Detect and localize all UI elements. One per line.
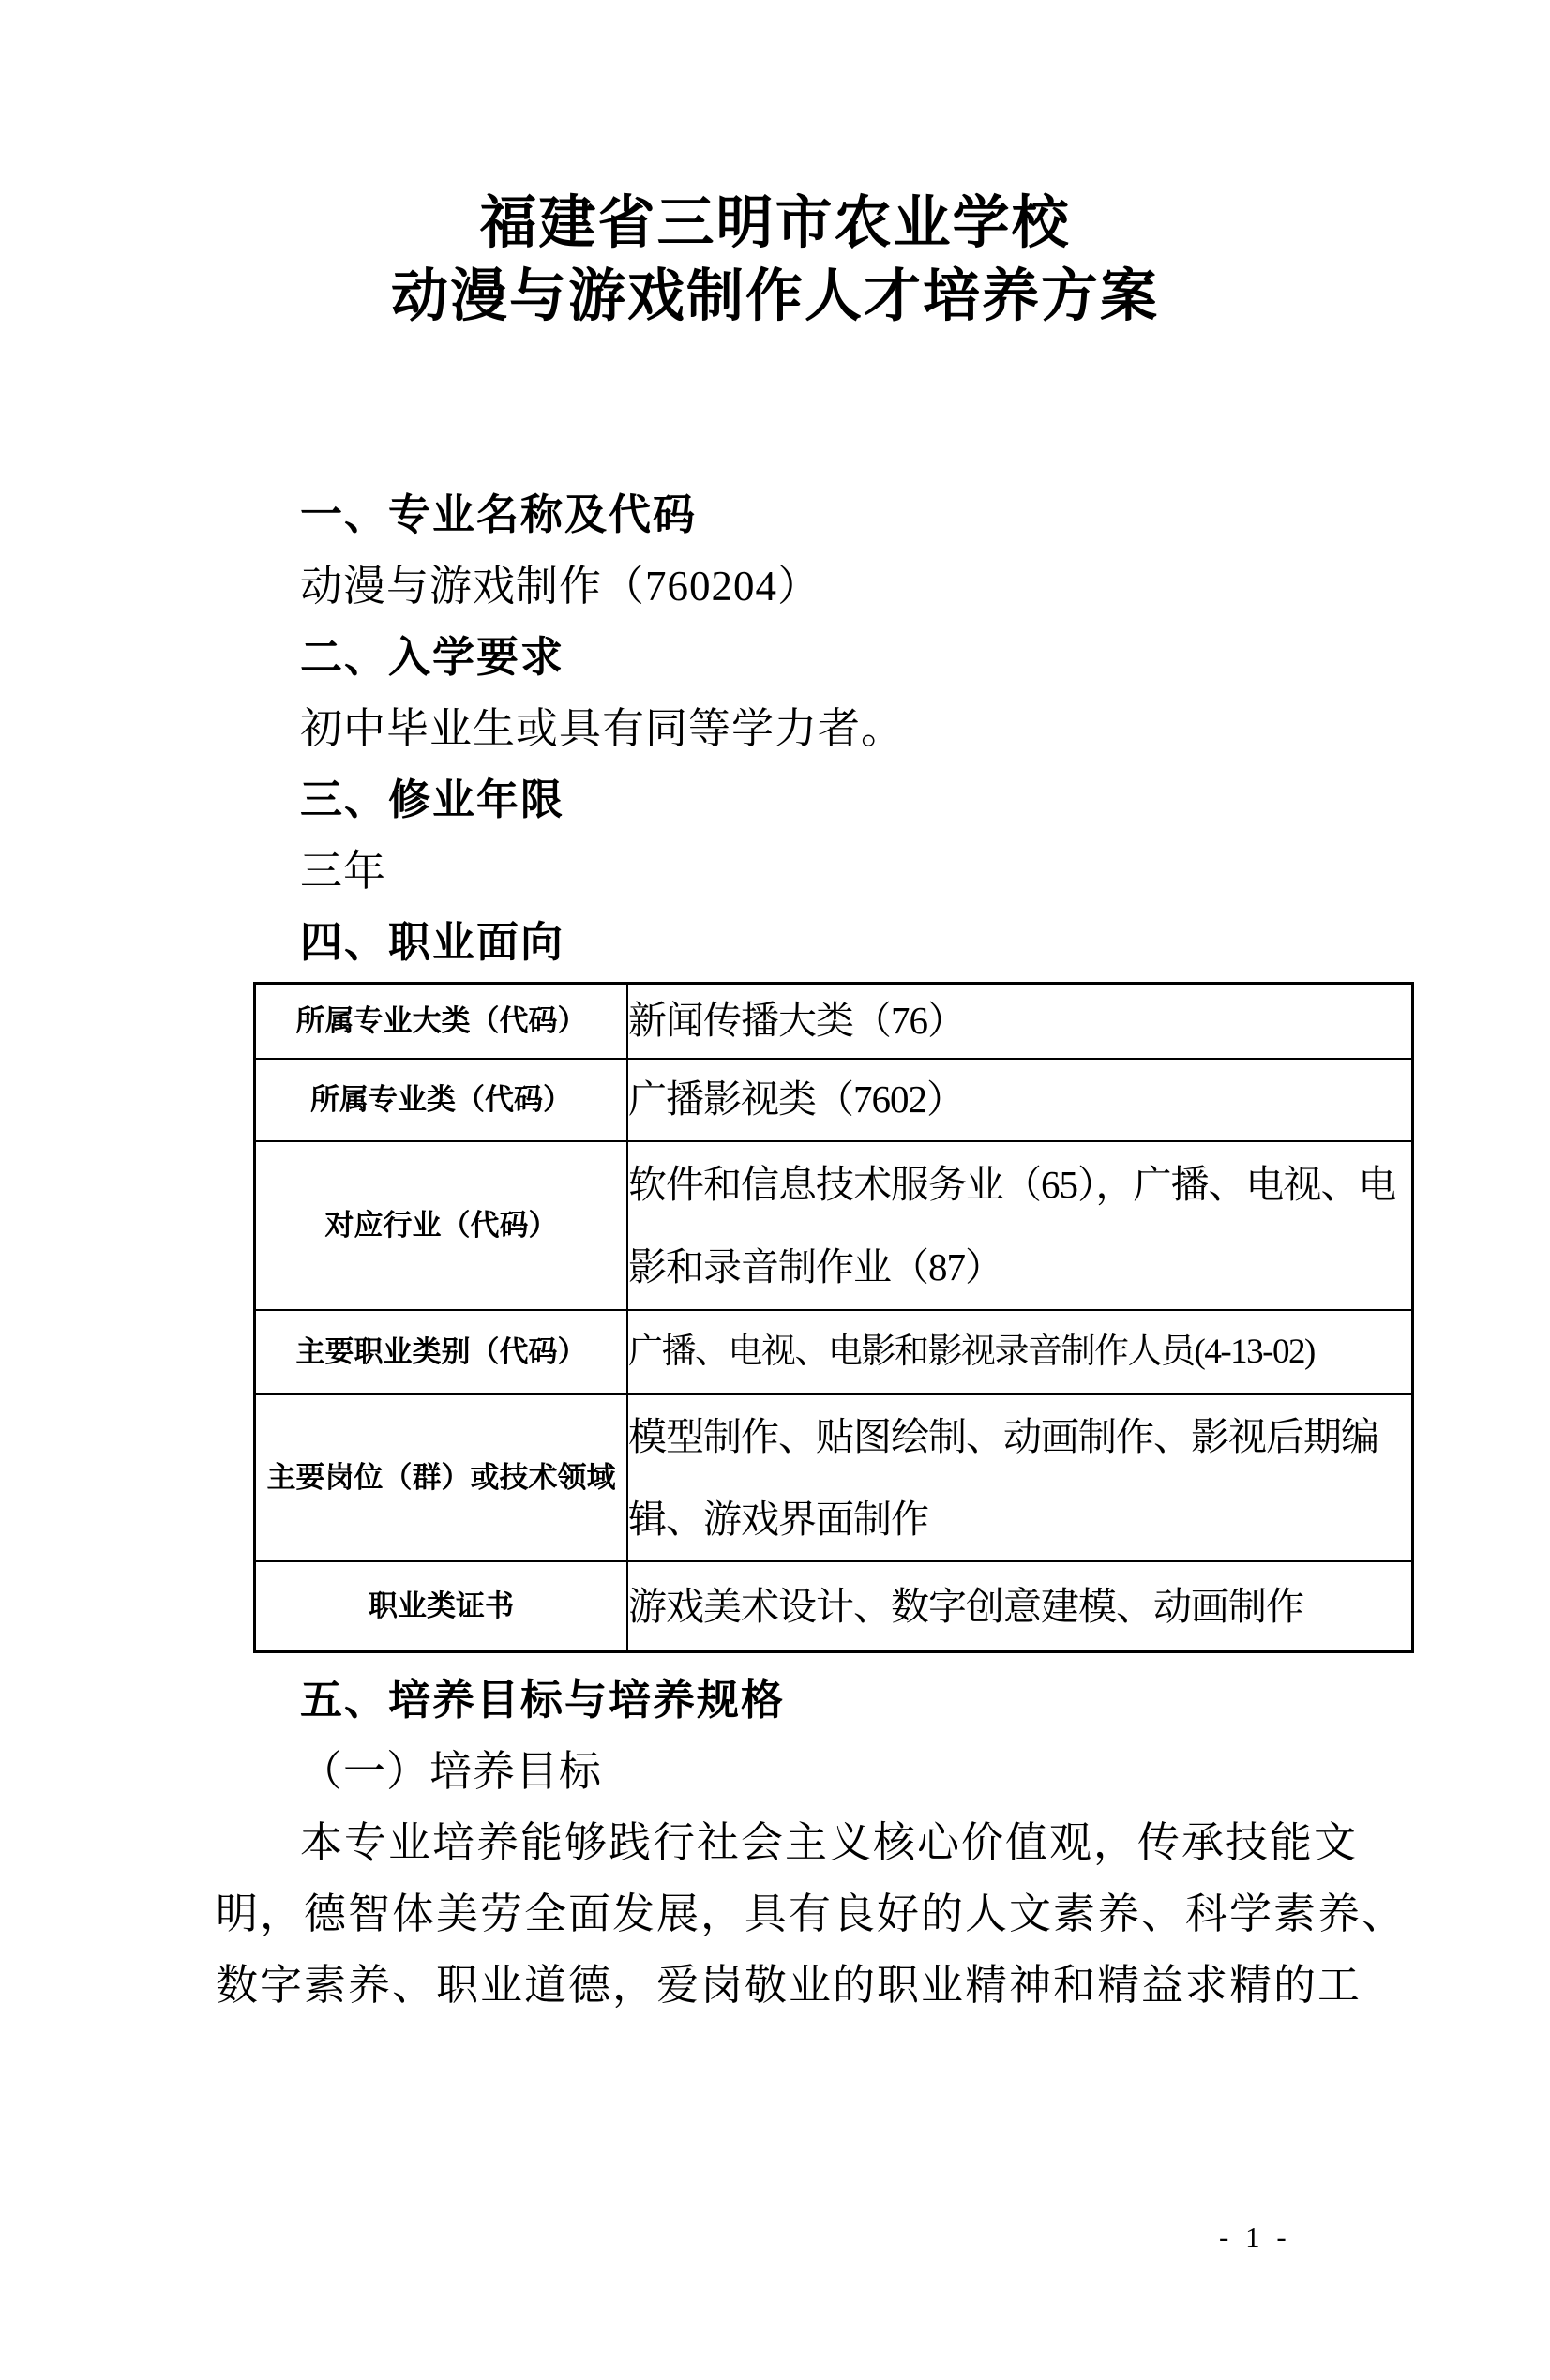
section-heading-2: 二、入学要求 [300,633,565,681]
paragraph-line: 本专业培养能够践行社会主义核心价值观，传承技能文 [300,1819,1359,1867]
document-page [0,188,1550,2380]
page-number: - 1 - [1219,2221,1291,2253]
table-row-label: 对应行业（代码） [255,1141,628,1310]
document-body [0,479,1550,2021]
section-heading-3: 三、修业年限 [300,776,565,823]
table-row-value: 新闻传播大类（76） [627,984,1413,1060]
table-row-value: 游戏美术设计、数字创意建模、动画制作 [627,1561,1413,1652]
paragraph-line: 明，德智体美劳全面发展，具有良好的人文素养、科学素养、 [216,1890,1407,1938]
table-row [255,1394,1413,1561]
table-row [255,1059,1413,1141]
section-body-1: 动漫与游戏制作（760204） [300,563,821,610]
section-heading-5: 五、培养目标与培养规格 [300,1676,786,1725]
table-row-label: 所属专业大类（代码） [255,984,628,1060]
section-body-2: 初中毕业生或具有同等学力者。 [300,705,905,752]
paragraph-line: 数字素养、职业道德，爱岗敬业的职业精神和精益求精的工 [216,1962,1362,2010]
table-row [255,1310,1413,1394]
table-row [255,1561,1413,1652]
document-title-line-2: 动漫与游戏制作人才培养方案 [390,265,1159,328]
table-row [255,1141,1413,1310]
section-heading-1: 一、专业名称及代码 [300,490,698,538]
section-body-3: 三年 [300,848,387,895]
table-row-value: 广播、电视、电影和影视录音制作人员(4-13-02) [627,1310,1413,1394]
section-subheading-5-1: （一）培养目标 [300,1748,603,1796]
section-heading-4: 四、职业面向 [300,918,565,966]
table-row-value: 广播影视类（7602） [627,1059,1413,1141]
table-row-label: 职业类证书 [255,1561,628,1652]
table-row-value: 模型制作、贴图绘制、动画制作、影视后期编辑、游戏界面制作 [627,1394,1413,1561]
document-title-line-1: 福建省三明市农业学校 [479,192,1071,255]
table-row-value: 软件和信息技术服务业（65），广播、电视、电影和录音制作业（87） [627,1141,1413,1310]
table-row [255,984,1413,1060]
table-row-label: 所属专业类（代码） [255,1059,628,1141]
table-row-label: 主要岗位（群）或技术领域 [255,1394,628,1561]
career-orientation-table [253,982,1414,1653]
document-title [0,188,1550,334]
table-row-label: 主要职业类别（代码） [255,1310,628,1394]
